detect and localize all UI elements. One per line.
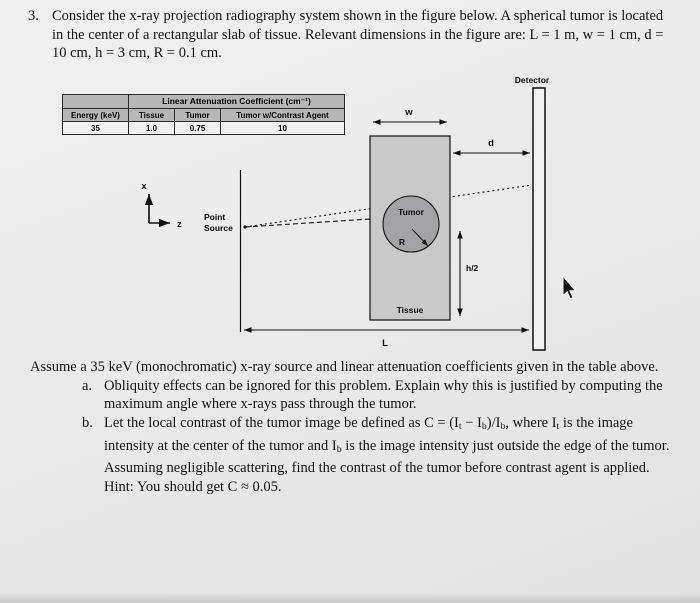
w-dimension-label: w [405,107,413,118]
item-b-text-3: )/I [486,414,501,431]
sub-item-a [30,377,678,414]
d-dimension-label: d [488,138,494,149]
body-text-block [30,358,678,496]
item-a-marker: a. [82,377,93,394]
item-b-text-5: is the image intensity at the center of the tumor and I [104,414,633,454]
cell-tissue: 1.0 [129,122,175,135]
sub-item-b [30,414,678,497]
subscript-b-1: b [481,420,487,432]
item-b-marker: b. [82,414,93,431]
tumor-circle [383,196,439,252]
detector-rect [533,88,545,350]
subscript-t-2: t [556,420,560,432]
col-header-tumor: Tumor [175,109,221,122]
item-a-text: Obliquity effects can be ignored for this problem. Explain why this is justified by computing the maximum angle where x-rays pass through the tumor. [104,377,663,413]
beam-dashed-line [245,218,386,227]
cell-energy: 35 [63,122,129,135]
cell-contrast: 10 [221,122,345,135]
item-b-text-4: , where I [505,414,557,431]
table-header-row [63,109,345,122]
col-header-energy: Energy (keV) [63,109,129,122]
item-b-text-6: is the image intensity just outside the edge of the tumor. Assuming negligible scattering, find the contrast of the tumor before contrast agent is applied. Hint: You should get C ≈ 0.05. [104,437,670,495]
h2-dimension-label: h/2 [466,263,479,273]
item-b-text-2: − I [461,414,482,431]
item-b-text-1: Let the local contrast of the tumor image be defined as C = (I [104,414,459,431]
point-source-label-line1: Point [204,212,226,222]
col-header-tissue: Tissue [129,109,175,122]
x-axis-label: x [141,181,147,192]
subscript-b-2: b [500,420,506,432]
table-data-row [63,122,345,135]
table-title: Linear Attenuation Coefficient (cm⁻¹) [129,95,345,109]
col-header-contrast: Tumor w/Contrast Agent [221,109,345,122]
table-corner-cell [63,95,129,109]
table-title-row [63,95,345,109]
tissue-label: Tissue [396,305,424,315]
subscript-t-1: t [458,420,462,432]
tumor-label: Tumor [398,207,424,217]
radius-label: R [398,237,406,247]
mouse-cursor-icon [563,276,576,299]
z-axis-label: z [177,219,182,230]
subscript-b-3: b [336,443,342,455]
problem-number: 3. [28,8,39,24]
attenuation-table [62,94,345,135]
detector-label: Detector [514,75,550,85]
assume-paragraph: Assume a 35 keV (monochromatic) x-ray source and linear attenuation coefficients given in the table above. [30,359,659,375]
cell-tumor: 0.75 [175,122,221,135]
L-dimension-label: L [382,338,388,349]
problem-text: Consider the x-ray projection radiography system shown in the figure below. A spherical tumor is located in the center of a rectangular slab of tissue. Relevant dimensions in the figure are: L = 1 m, w = 1 cm, d = 10 cm, h = 3 cm, R = 0.1 cm. [52,8,664,62]
point-source-label-line2: Source [204,223,233,233]
